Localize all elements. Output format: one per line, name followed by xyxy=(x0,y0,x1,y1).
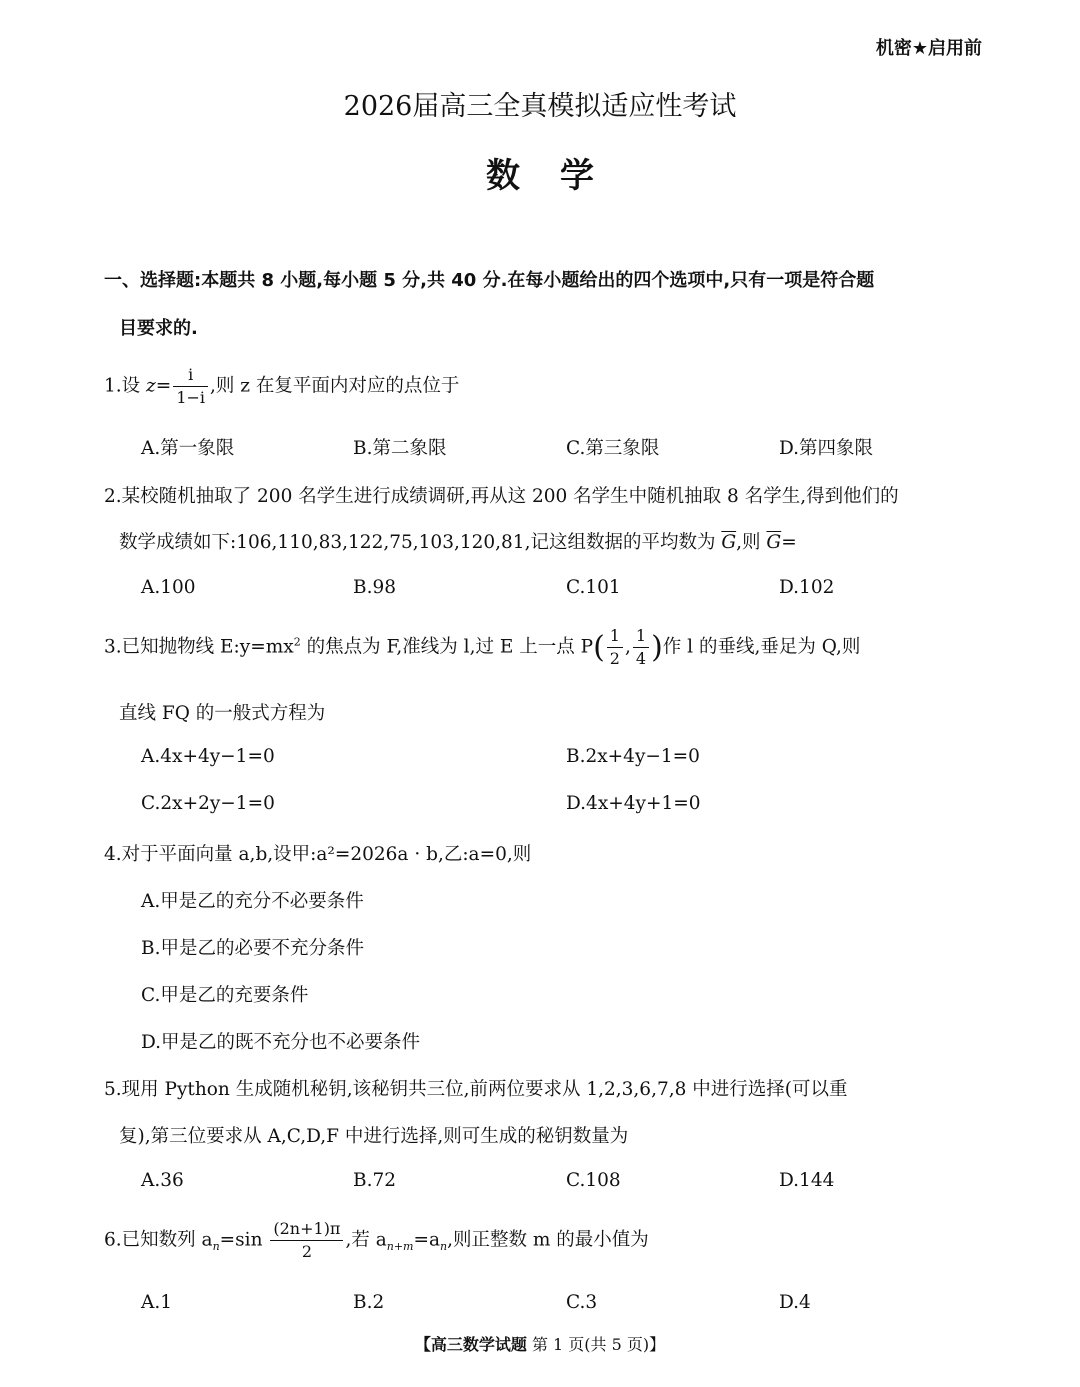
question-4-stem: 4.对于平面向量 a,b,设甲:a²=2026a · b,乙:a=0,则 xyxy=(104,844,532,865)
question-1-stem: 1.设 z= $\frac{i}{1-i}$ ,则 z 在复平面内对应的点位于 xyxy=(104,365,460,407)
q3-py-den: 4 xyxy=(635,649,647,668)
q3-option-c: C.2x+2y−1=0 xyxy=(141,793,275,814)
question-2-line2: 数学成绩如下:106,110,83,122,75,103,120,81,记这组数据的平均数为 $\overline{G}$,则 $\overline{G}=$ xyxy=(119,532,797,553)
q2-line2-text: 数学成绩如下:106,110,83,122,75,103,120,81,记这组数据的平均数为 xyxy=(119,532,716,553)
q2-option-b: B.98 xyxy=(353,577,397,598)
q1-option-b: B.第二象限 xyxy=(353,438,447,459)
q5-option-c: C.108 xyxy=(566,1170,621,1191)
q3-line1-b: 的焦点为 F,准线为 l,过 E 上一点 P xyxy=(300,636,594,658)
q4-option-d: D.甲是乙的既不充分也不必要条件 xyxy=(141,1032,421,1053)
q5-option-d: D.144 xyxy=(779,1170,835,1191)
footer-page: 第 1 页(共 5 页)】 xyxy=(531,1335,666,1354)
q5-option-b: B.72 xyxy=(353,1170,397,1191)
q6-suffix: ,若 a xyxy=(345,1229,387,1251)
section-heading-line1: 一、选择题:本题共 8 小题,每小题 5 分,共 40 分.在每小题给出的四个选项中,只有一项是符合题 xyxy=(104,270,875,291)
q3-line1-c: 作 l 的垂线,垂足为 Q,则 xyxy=(662,636,861,658)
q2-option-a: A.100 xyxy=(141,577,196,598)
question-3-line1: 3.已知抛物线 $E:y=mx^2$ 的焦点为 F,准线为 l,过 E 上一点 P( $\frac{1}{2}$ , $\frac{1}{4}$ )作 l 的垂线,垂足为 Q,则 xyxy=(104,626,861,668)
q6-prefix: 6.已知数列 a xyxy=(104,1229,213,1251)
q2-line2-tail: ,则 xyxy=(736,532,761,553)
q3-line1-a: 3.已知抛物线 E:y=mx xyxy=(104,636,294,658)
q1-option-c: C.第三象限 xyxy=(566,438,660,459)
q3-px-den: 2 xyxy=(609,649,620,668)
q1-frac-num: i xyxy=(173,364,208,387)
page-footer xyxy=(0,1332,1080,1355)
q6-option-d: D.4 xyxy=(779,1292,811,1313)
q5-option-a: A.36 xyxy=(141,1170,184,1191)
question-6-stem: 6.已知数列 $a_n=\sin$ $\frac{(2n+1)\pi}{2}$ ,若 $a_{n+m}=a_n$,则正整数 m 的最小值为 xyxy=(104,1219,649,1261)
q1-option-a: A.第一象限 xyxy=(141,438,235,459)
exam-title: 2026届高三全真模拟适应性考试 xyxy=(343,91,737,122)
q6-mid: =sin xyxy=(219,1229,263,1251)
question-5-line1: 5.现用 Python 生成随机秘钥,该秘钥共三位,前两位要求从 1,2,3,6,7,8 中进行选择(可以重 xyxy=(104,1079,848,1100)
q6-suffix3: ,则正整数 m 的最小值为 xyxy=(447,1229,649,1251)
q2-option-c: C.101 xyxy=(566,577,621,598)
q6-frac-num: (2n+1)π xyxy=(270,1218,343,1241)
q6-fraction xyxy=(270,1218,343,1263)
q1-fraction xyxy=(173,364,208,409)
question-2-line1: 2.某校随机抽取了 200 名学生进行成绩调研,再从这 200 名学生中随机抽取 8 名学生,得到他们的 xyxy=(104,486,899,507)
q1-prefix: 1.设 xyxy=(104,375,141,397)
q3-option-d: D.4x+4y+1=0 xyxy=(566,793,701,814)
q1-frac-den: 1−i xyxy=(176,388,206,407)
confidential-label: 机密★启用前 xyxy=(875,38,982,59)
q3-option-a: A.4x+4y−1=0 xyxy=(141,746,275,767)
q6-suffix2: =a xyxy=(413,1229,441,1251)
footer-label: 【高三数学试题 xyxy=(414,1335,527,1354)
q6-option-a: A.1 xyxy=(141,1292,173,1313)
q6-option-c: C.3 xyxy=(566,1292,598,1313)
q3-px-num: 1 xyxy=(607,625,623,648)
q6-frac-den: 2 xyxy=(301,1242,312,1261)
q2-option-d: D.102 xyxy=(779,577,835,598)
q1-option-d: D.第四象限 xyxy=(779,438,874,459)
q1-suffix: ,则 z 在复平面内对应的点位于 xyxy=(210,375,460,397)
question-5-line2: 复),第三位要求从 A,C,D,F 中进行选择,则可生成的秘钥数量为 xyxy=(119,1126,629,1147)
q6-option-b: B.2 xyxy=(353,1292,385,1313)
q3-py-num: 1 xyxy=(633,625,649,648)
q4-option-c: C.甲是乙的充要条件 xyxy=(141,985,309,1006)
q4-option-a: A.甲是乙的充分不必要条件 xyxy=(141,891,364,912)
subject-title: 数学 xyxy=(486,156,634,196)
question-3-line2: 直线 FQ 的一般式方程为 xyxy=(119,703,326,724)
q4-option-b: B.甲是乙的必要不充分条件 xyxy=(141,938,364,959)
section-heading-line2: 目要求的. xyxy=(119,318,198,339)
q3-option-b: B.2x+4y−1=0 xyxy=(566,746,700,767)
